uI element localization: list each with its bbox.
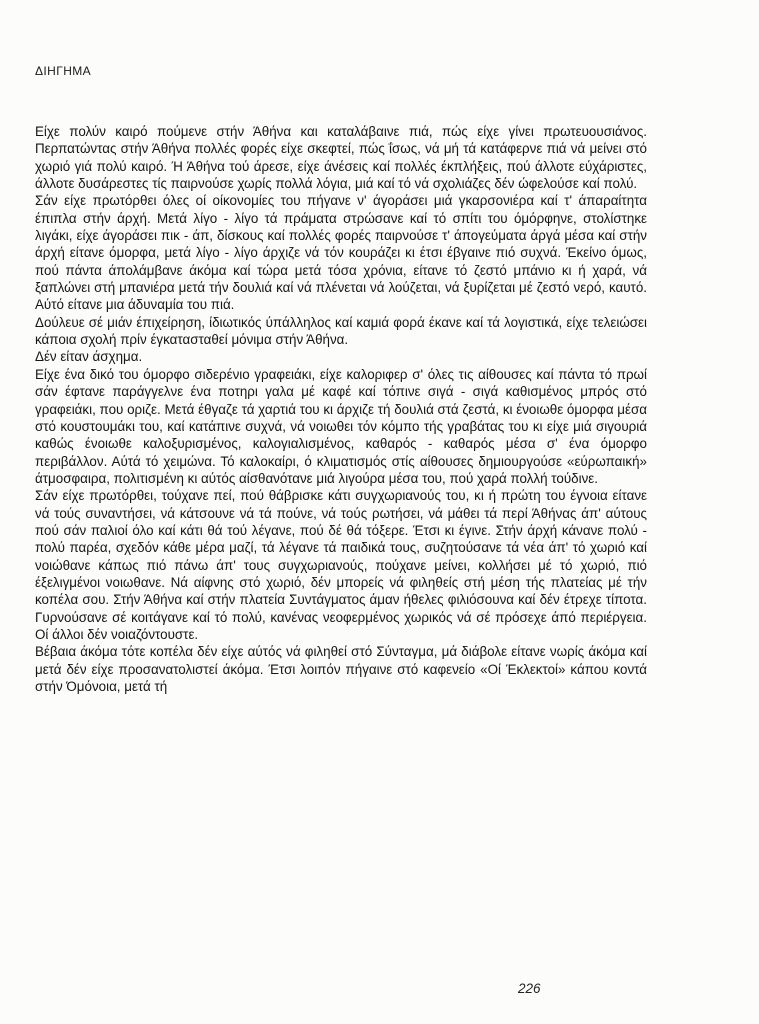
section-header: ΔΙΗΓΗΜΑ — [35, 64, 92, 78]
paragraph-apartment: Σάν είχε πρωτόρθει όλες οί οίκονομίες του πήγανε ν' άγοράσει μιά γκαρσονιέρα καί τ' άπαραίτητα έπιπλα στήν άρχή. Μετά λίγο - λίγο τά πράματα στρώσανε καί τό σπίτι του όμόρφηνε, στολίστηκε λιγάκι, είχε άγοράσει πικ - άπ, δίσκους καί πολλές φορές παιρνούσε τ' άπογεύματα άργά μέσα καί στήν άρχή είτανε όμορφα, μετά λίγο - λίγο άρχιζε νά τόν κουράζει κι έτσι έβγαινε πιό συχνά. Έκείνο όμως, πού πάντα άπολάμβανε άκόμα καί τώρα μετά τόσα χρόνια, είτανε τό ζεστό μπάνιο κι ή χαρά, νά ξαπλώνει στή μπανιέρα μετά τήν δουλιά καί νά πλένεται νά λούζεται, νά ξυρίζεται μέ ζεστό νερό, καυτό. Αύτό είτανε μια άδυναμία του πιά. — [35, 193, 647, 313]
paragraph-athens-arrival: Είχε πολύν καιρό πούμενε στήν Άθήνα και καταλάβαινε πιά, πώς είχε γίνει πρωτευουσιάνος. Περπατώντας στήν Άθήνα πολλές φορές είχε σκεφτεί, πώς ΐσως, νά μή τά κατάφερνε πιά νά μείνει στό χωριό γιά πολύ καιρό. Ή Άθήνα τού άρεσε, είχε άνέσεις καί πολλές έκπλήξεις, πού άλλοτε εύχάριστες, άλλοτε δυσάρεστες τίς παιρνούσε χωρίς πολλά λόγια, μιά καί τό νά σχολιάζες δέν ώφελούσε καί πολύ. — [35, 124, 647, 192]
paragraph-syntagma: Βέβαια άκόμα τότε κοπέλα δέν είχε αύτός νά φιληθεί στό Σύνταγμα, μά διάβολε είτανε νωρίς άκόμα καί μετά δέν είχε προσανατολιστεί άκόμα. Έτσι λοιπόν πήγαινε στό καφενείο «Οί Έκλεκτοί» κάπου κοντά στήν Όμόνοια, μετά τή — [35, 644, 647, 694]
page-number: 226 — [518, 981, 541, 996]
paragraph-fellow-villagers: Σάν είχε πρωτόρθει, τούχανε πεί, πού θάβρισκε κάτι συγχωριανούς του, κι ή πρώτη του έγνοια είτανε νά τούς συναντήσει, νά κάτσουνε νά τά πούνε, νά τούς ρωτήσει, νά μάθει τά περί Άθήνας άπ' αύτους πού σάν παλιοί όλο καί κάτι θά τού λέγανε, πού δέ θά τόξερε. Έτσι κι έγινε. Στήν άρχή κάνανε πολύ - πολύ παρέα, σχεδόν κάθε μέρα μαζί, τά λέγανε τά παιδικά τους, συζητούσανε τά νέα άπ' τό χωριό καί νοιώθανε κάπως πιό πάνω άπ' τους συγχωριανούς, πούχανε μείνει, κολλήσει μέ τό χωριό, πιό έξελιγμένοι νοιωθανε. Νά αίφνης στό χωριό, δέν μπορείς νά φιληθείς στή μέση τής πλατείας μέ τήν κοπέλα σου. Στήν Άθήνα καί στήν πλατεία Συντάγματος άμαν ήθελες φιλιόσουνα καί δέν έτρεχε τίποτα. Γυρνούσανε σέ κοιτάγανε καί τό πολύ, κανένας νεοφερμένος χωρικός νά σέ πρόσεχε άπό περιέργεια. Οί άλλοι δέν νοιαζόντουστε. — [35, 488, 647, 642]
paragraph-not-bad: Δέν είταν άσχημα. — [35, 349, 143, 365]
paragraph-office: Είχε ένα δικό του όμορφο σιδερένιο γραφειάκι, είχε καλοριφερ σ' όλες τις αίθουσες καί πάντα τό πρωί σάν έφτανε παράγγελνε ένα ποτηρι γαλα μέ καφέ καί τόπινε σιγά - σιγά καθισμένος μπρός στό γραφειάκι, που οριζε. Μετά έθγαζε τά χαρτιά του κι άρχιζε τή δουλιά στά ζεστά, κι ένοιωθε όμορφα μέσα στό κουστουμάκι του, καί κατάπινε συχνά, νά νοιωθει τόν κόμπο τής γραβάτας του κι είχε μιά σιγουριά καθώς ένοιωθε καλοξυρισμένος, καλογιαλισμένος, καθαρός - καθαρός μέσα σ' ένα όμορφο περιβάλλον. Αύτά τό χειμώνα. Τό καλοκαίρι, ό κλιματισμός στίς αίθουσες δημιουργούσε «εύρωπαική» άτμοσφαιρα, πολιτισμένη κι αύτός αίσθανότανε μιά λιγούρα μέσα του, πού χαρά πολλή τούδινε. — [35, 366, 647, 486]
story-body — [35, 123, 647, 695]
paragraph-work: Δούλευε σέ μιάν έπιχείρηση, ίδιωτικός ύπάλληλος καί καμιά φορά έκανε καί τά λογιστικά, είχε τελειώσει κάποια σχολή πρίν έγκατασταθεί μόνιμα στήν Άθήνα. — [35, 314, 647, 348]
